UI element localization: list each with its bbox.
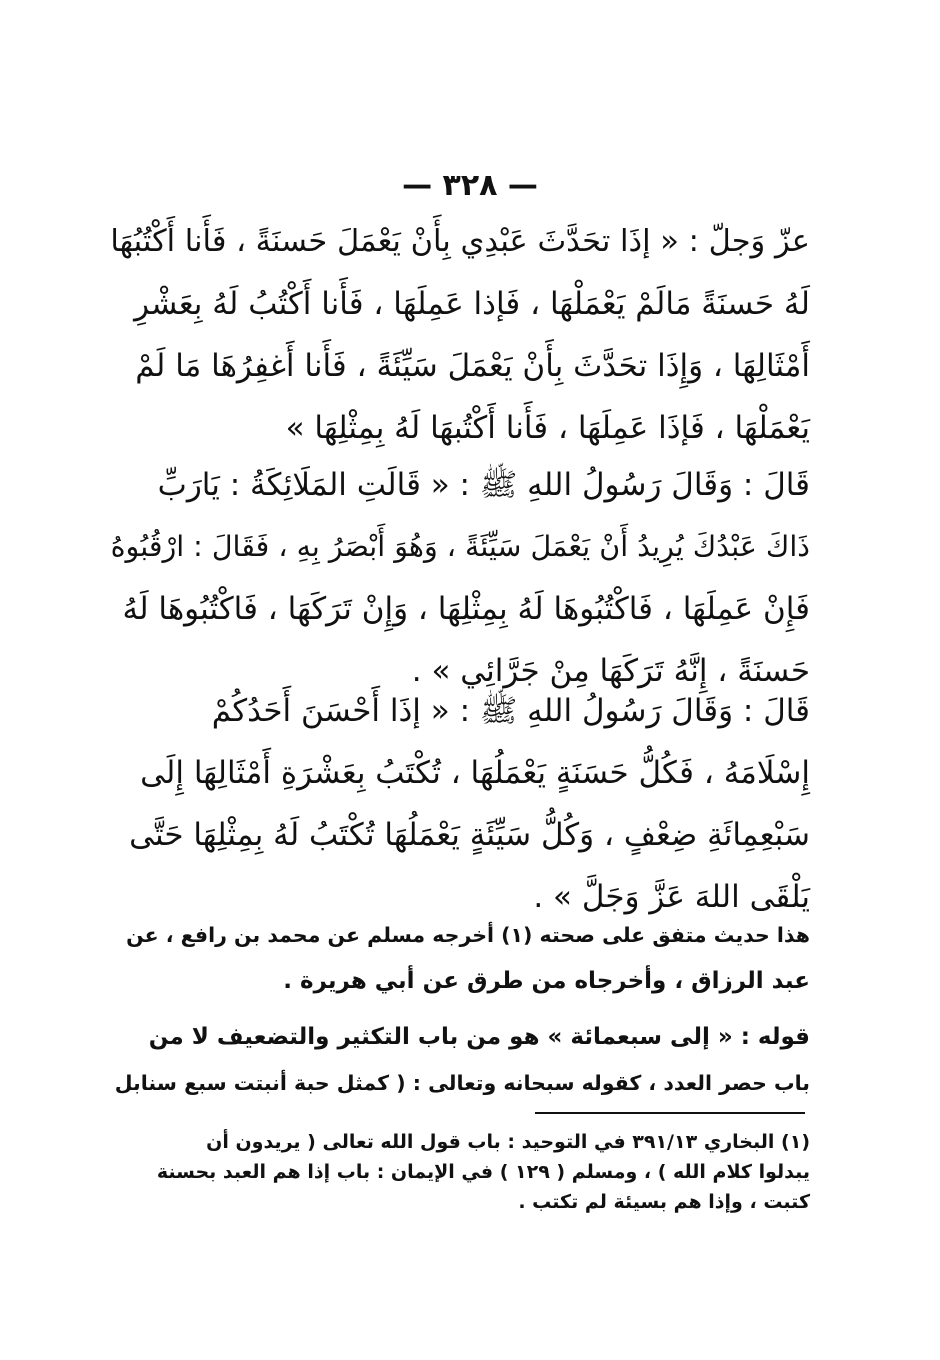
text-line: يَلْقَى اللهَ عَزَّ وَجَلَّ » . bbox=[533, 879, 810, 915]
footnote-line: (١) البخاري ٣٩١/١٣ في التوحيد : باب قول الله تعالى ( يريدون أن bbox=[206, 1131, 810, 1153]
text-line: حَسنَةً ، إِنَّهُ تَرَكَهَا مِنْ جَرَّائِي » . bbox=[411, 653, 810, 689]
text-line: فَإِنْ عَمِلَهَا ، فَاكْتُبُوهَا لَهُ بِمِثْلِهَا ، وَإِنْ تَرَكَهَا ، فَاكْتُبُوهَا لَهُ bbox=[122, 591, 810, 627]
text-line: قوله : « إلى سبعمائة » هو من باب التكثير والتضعيف لا من bbox=[148, 1024, 810, 1050]
text-line: يَعْمَلْهَا ، فَإذَا عَمِلَهَا ، فَأَنا أَكْتُبهَا لَهُ بِمِثْلِهَا » bbox=[285, 410, 810, 446]
text-line: قَالَ : وَقَالَ رَسُولُ اللهِ ﷺ : « إذَا أَحْسَنَ أَحَدُكُمْ bbox=[211, 693, 810, 729]
hadith-paragraph-3 bbox=[110, 680, 810, 928]
hadith-paragraph-1 bbox=[110, 211, 810, 459]
text-line: هذا حديث متفق على صحته (١) أخرجه مسلم عن محمد بن رافع ، عن bbox=[126, 923, 810, 947]
commentary-paragraph-1 bbox=[110, 912, 810, 1004]
page-number: — ٣٢٨ — bbox=[402, 168, 538, 203]
text-line: سَبْعِمِائَةِ ضِعْفٍ ، وَكُلُّ سَيِّئَةٍ يَعْمَلُهَا تُكْتَبُ لَهُ بِمِثْلِهَا حَتَّى bbox=[129, 817, 810, 853]
footnote-line: كتبت ، وإذا هم بسيئة لم تكتب . bbox=[518, 1191, 810, 1213]
hadith-paragraph-2 bbox=[110, 454, 810, 702]
text-line: باب حصر العدد ، كقوله سبحانه وتعالى : ( كمثل حبة أنبتت سبع سنابل bbox=[114, 1071, 810, 1095]
text-line: إِسْلَامَهُ ، فَكُلُّ حَسَنَةٍ يَعْمَلُهَا ، تُكْتَبُ بِعَشْرَةِ أَمْثَالِهَا إِلَى bbox=[140, 755, 810, 791]
text-line: لَهُ حَسنَةً مَالَمْ يَعْمَلْهَا ، فَإذا عَمِلَهَا ، فَأَنا أَكْتُبُ لَهُ بِعَشْرِ bbox=[134, 286, 810, 322]
text-line: عبد الرزاق ، وأخرجاه من طرق عن أبي هريرة . bbox=[283, 968, 810, 994]
text-line: قَالَ : وَقَالَ رَسُولُ اللهِ ﷺ : « قَالَتِ المَلَائِكَةُ : يَارَبِّ bbox=[157, 467, 810, 503]
text-line: ذَاكَ عَبْدُكَ يُرِيدُ أَنْ يَعْمَلَ سَيِّئَةً ، وَهُوَ أَبْصَرُ بِهِ ، فَقَالَ : ارْقُبُوهُ bbox=[110, 530, 810, 563]
footnote bbox=[110, 1127, 810, 1217]
commentary-paragraph-2 bbox=[110, 1014, 810, 1106]
text-line: عزّ وَجلّ : « إذَا تحَدَّثَ عَبْدِي بِأَنْ يَعْمَلَ حَسنَةً ، فَأَنا أَكْتُبُهَا bbox=[110, 224, 810, 259]
footnote-line: يبدلوا كلام الله ) ، ومسلم ( ١٢٩ ) في الإيمان : باب إذا هم العبد بحسنة bbox=[156, 1161, 810, 1183]
footnote-divider bbox=[535, 1112, 805, 1114]
text-line: أَمْثَالِهَا ، وَإِذَا تحَدَّثَ بِأَنْ يَعْمَلَ سَيِّئَةً ، فَأَنا أَغفِرُهَا مَا لَمْ bbox=[135, 348, 810, 384]
